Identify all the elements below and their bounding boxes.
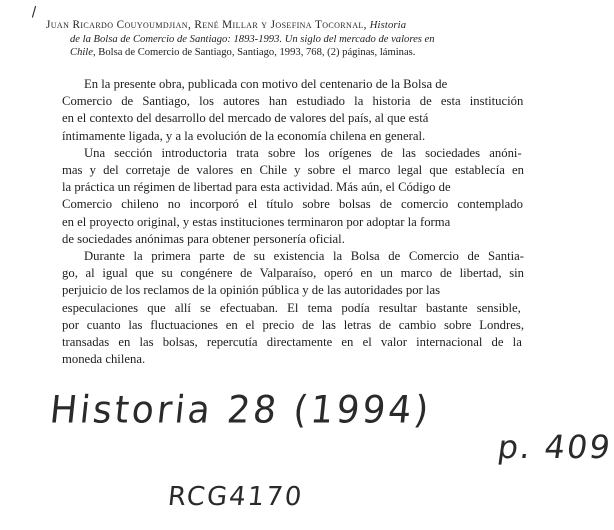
text-line: de sociedades anónimas para obtener personería oficial. [62, 231, 345, 246]
text-line: go, al igual que su congénere de Valparaíso, operó en un marco de libertad, sin [62, 266, 524, 281]
text-line: mas y del corretaje de valores en Chile y sobre el marco legal que establecía en [62, 163, 524, 178]
text-line: Comercio de Santiago, los autores han estudiado la historia de esta institución [62, 94, 524, 109]
paragraph-1 [62, 76, 524, 145]
text-line: especulaciones que allí se efectuaban. El tema podía resultar bastante sensible, [62, 300, 521, 315]
text-line: En la presente obra, publicada con motivo del centenario de la Bolsa de [84, 77, 448, 91]
text-line: la práctica un régimen de libertad para esta actividad. Más aún, el Código de [62, 180, 451, 195]
citation-title-end: Chile, [70, 47, 96, 59]
handwritten-page-number: p. 409 [495, 428, 614, 466]
citation-line-1 [46, 19, 524, 33]
text-line: íntimamente ligada, y a la evolución de la economía chilena en general. [62, 128, 426, 143]
citation-line-3 [46, 46, 524, 60]
text-line: en el proyecto original, y estas instituciones terminaron por adoptar la forma [62, 214, 451, 229]
text-line: Durante la primera parte de su existencia la Bolsa de Comercio de Santia- [84, 249, 524, 264]
book-citation [46, 19, 524, 60]
text-line: transadas en las bolsas, repercutía directamente en el valor internacional de la [62, 335, 522, 350]
paragraph-2 [62, 145, 524, 248]
text-line: por cuanto las fluctuaciones en el precio de las letras de cambio sobre Londres, [62, 317, 524, 332]
citation-title-start: Historia [369, 20, 407, 31]
pencil-tick-mark [31, 6, 37, 18]
text-line: moneda chilena. [62, 352, 146, 367]
review-body [62, 76, 524, 368]
citation-publisher: Bolsa de Comercio de Santiago, Santiago, 1993, 768, (2) páginas, láminas. [98, 47, 416, 59]
citation-authors: Juan Ricardo Couyoumdjian, René Millar y Josefina Tocornal, [46, 19, 367, 31]
paragraph-3 [62, 248, 524, 368]
text-line: perjuicio de los reclamos de la opinión pública y de las autoridades por las [62, 283, 441, 298]
handwritten-reference-code: RCG4170 [166, 482, 305, 512]
text-line: Una sección introductoria trata sobre los orígenes de las sociedades anóni- [84, 145, 522, 160]
text-line: Comercio chileno no incorporó el título sobre bolsas de comercio contemplado [62, 197, 523, 212]
text-line: en el contexto del desarrollo del mercado de valores del país, al que está [62, 111, 429, 126]
handwritten-journal-note: Historia 28 (1994) [47, 388, 434, 433]
citation-title: de la Bolsa de Comercio de Santiago: 1893-1993. Un siglo del mercado de valores en [70, 33, 435, 45]
